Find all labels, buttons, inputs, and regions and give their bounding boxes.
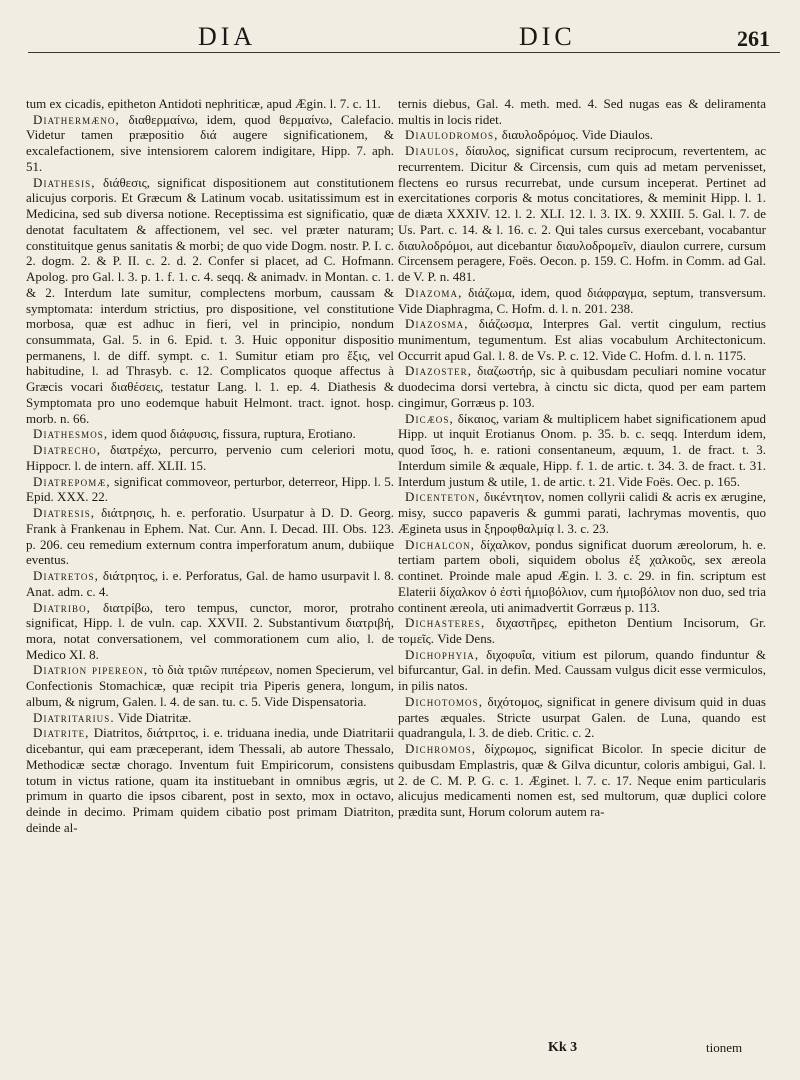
entry-headword: Diatrite,: [33, 725, 90, 741]
dictionary-entry: [398, 615, 766, 646]
entry-text: διχαστῆρες, epitheton Dentium Incisorum, Gr. τομεῖς. Vide Dens.: [398, 615, 766, 646]
entry-text: δίκαιος, variam & multiplicem habet significationem apud Hipp. ut inquit Erotianus Onom. p. 35. b. c. seqq. Interdum idem, quod ἴσος, h. e. rationi consentaneum, æquum, 1. de fract. t. 3. Interdum simile & æquale, Hipp. f. 1. de artic. t. 34. 3. de fract. t. 31. Interdum justum & utile, 1. de artic. t. 21. Vide Foës. Oec. p. 165.: [398, 410, 766, 489]
running-head-left: DIA: [198, 22, 257, 51]
dictionary-entry: [26, 725, 394, 835]
dictionary-entry: [398, 741, 766, 820]
dictionary-entry: [26, 426, 394, 442]
entry-text: διαθερμαίνω, idem, quod θερμαίνω, Calefacio. Videtur tamen præpositio διά augere significationem, & excalefactionem, sive intensiorem calorem indigitare, Hipp. 7. aph. 51.: [26, 111, 395, 174]
entry-text: διάζωσμα, Interpres Gal. vertit cingulum, rectius munimentum, tegumentum. Est alias vocabulum Architectonicum. Occurrit apud Gal. l. 8. de Vs. P. c. 12. Vide C. Hofm. d. l. n. 1175.: [398, 316, 766, 363]
running-head: [0, 22, 800, 72]
entry-text: δίχρωμος, significat Bicolor. In specie dicitur de quibusdam Emplastris, quæ & Gilva dicuntur, coloris ambigui, Gal. l. 2. de C. M. P. G. c. 1. Æginet. l. 7. c. 17. Neque enim particularis alicujus medicamenti nomen est, sed multorum, quæ duplici colore prædita sunt, Horum colorum autem ra-: [398, 741, 766, 820]
left-column: [26, 96, 394, 836]
entry-text: Vide Diatritæ.: [117, 709, 192, 725]
dictionary-entry: [398, 411, 766, 490]
entry-headword: Diatrepomæ,: [33, 473, 111, 489]
entry-text: δίαυλος, significat cursum reciprocum, revertentem, ac recurrentem. Dicitur & Circensis, cum quis ad metam pervenisset, flectens eo rursus recurrebat, unde cursum inceperat. Pertinet ad exercitationes corporis & motus concitatiores, & meminit Hipp. l. 1. de diæta XXXIV. 12. l. 2. XLI. 12. l. 3. IX. 9. XXIII. 5. Gal. l. 7. de Us. Part. c. 14. & l. 16. c. 2. Qui tales cursus exercebant, vocabantur διαυλοδρόμοι, aut dicebantur διαυλοδρομεῖν, diaulon currere, cursum Circensem peragere, Foës. Oecon. p. 159. C. Hofm. in Comm. ad Gal. de V. P. n. 481.: [398, 143, 766, 285]
entry-headword: Diazoma,: [405, 284, 463, 300]
entry-text: tum ex cicadis, epitheton Antidoti nephriticæ, apud Ægin. l. 7. c. 11.: [26, 96, 381, 111]
dictionary-entry: [26, 175, 394, 427]
dictionary-entry: [26, 442, 394, 473]
running-head-right: DIC: [519, 22, 576, 51]
dictionary-entry: [26, 505, 394, 568]
entry-headword: Diazoster,: [405, 363, 473, 379]
entry-text: διαυλοδρόμος. Vide Diaulos.: [501, 127, 654, 143]
entry-text: τὸ διὰ τριῶν πιπέρεων, nomen Specierum, vel Confectionis Stomachicæ, quæ recipit tria Piperis genera, longum, album, & nigrum, Galen. l. 4. de san. tu. c. 5. Vide Dispensatoria.: [26, 662, 395, 709]
entry-headword: Dichotomos,: [405, 693, 484, 709]
entry-headword: Diathesmos,: [33, 426, 109, 442]
entry-headword: Diatrecho,: [33, 442, 102, 458]
dictionary-entry: [398, 96, 766, 127]
entry-headword: Diaulos,: [405, 143, 460, 159]
entry-text: δίχαλκον, pondus significat duorum æreolorum, h. e. tertiam partem oboli, siquidem obolus ἐξ χαλκοῦς, sex æreola continet. Proinde male apud Ægin. l. 3. c. 29. in fin. scriptum est Elaterii δίχαλκον ὁ ἐστὶ ἡμιοβόλιον, cum ἡμιοβόλιον non duo, sed tria continent æreola, uti animadvertit Gorræus p. 113.: [398, 536, 767, 615]
entry-text: διάζωμα, idem, quod διάφραγμα, septum, transversum. Vide Diaphragma, C. Hofm. d. l. n. 201. 238.: [398, 284, 766, 316]
dictionary-entry: [26, 600, 394, 663]
header-rule: [28, 52, 780, 53]
entry-text: Diatritos, διάτριτος, i. e. triduana inedia, unde Diatritarii dicebantur, qui eam præceperant, idem Thessali, ab autore Thessalo, Methodicæ sectæ chorago. Inventum fuit Empiricorum, consistens totum in victus ratione, quam ita instituebant in omnibus ægris, ut primum in quarto die ipsos cibarent, post in sexto, mox in octavo, deinde in decimo. Primam quidem cibatio post primam Diatriton, deinde al-: [26, 725, 395, 835]
entry-headword: Diaulodromos,: [405, 127, 499, 143]
entry-text: διατρίβω, tero tempus, cunctor, moror, protraho significat, Hipp. l. de vuln. cap. XXVII. 2. Substantivum διατριβή, mora, notat conversationem, vel commorationem cum alio, l. de Medico XI. 8.: [26, 599, 394, 662]
dictionary-entry: [26, 96, 394, 112]
dictionary-entry: [26, 710, 394, 726]
entry-text: δικέντητον, nomen collyrii calidi & acris ex ærugine, misy, succo papaveris & gummi parati, lachrymas moventis, quo Ægineta usus in ξηροφθαλμίᾳ l. 3. c. 23.: [398, 489, 767, 536]
entry-text: διάθεσις, significat dispositionem aut constitutionem alicujus corporis. Et Græcum & Latinum vocab. usitatissimum est in Medicina, sed sub diversa notione. Receptissima est significatio, quæ denotat facultatem & affectionem, vel sec. vel præter naturam; constituitque genus sanitatis & morbi; de quo vide Dogm. nostr. P. I. c. 2. dogm. 2. & P. II. c. 2. d. 2. Confer si placet, ad C. Hofmann. Apolog. pro Gal. l. 3. p. 1. f. 1. c. 4. seqq. & animadv. in Montan. c. 1. & 2. Interdum late sumitur, complectens morbum, caussam & symptomata: interdum strictius, pro dispositione, vel constitutione morbosa, quæ est adhuc in fieri, vel in principio, nondum consummata, Gal. 5. in 6. Epid. t. 3. Huic opponitur dispositio permanens, l. de diff. sympt. c. 1. Sumitur etiam pro ἕξις, vel habitudine, l. ad Thrasyb. c. 12. Complicatos quoque affectus à Græcis vocari διαθέσεις, testatur Lang. l. 1. ep. 4. Diathesis & Symptomata pro uno eodemque habuit Helmont. tract. ignot. hosp. morb. n. 66.: [26, 174, 395, 426]
entry-headword: Dicæos,: [405, 410, 454, 426]
dictionary-entry: [398, 647, 766, 694]
entry-headword: Dichromos,: [405, 741, 477, 757]
entry-headword: Diatritarius.: [33, 709, 115, 725]
dictionary-entry: [26, 568, 394, 599]
entry-headword: Dichalcon,: [405, 536, 476, 552]
entry-text: idem quod διάφυσις, fissura, ruptura, Erotiano.: [111, 426, 356, 442]
entry-headword: Diatresis,: [33, 505, 96, 521]
entry-text: διατρέχω, percurro, pervenio cum celeriori motu, Hippocr. l. de intern. aff. XLII. 15.: [26, 442, 394, 473]
dictionary-entry: [398, 694, 766, 741]
entry-headword: Dichophyia,: [405, 646, 480, 662]
dictionary-entry: [398, 489, 766, 536]
dictionary-entry: [398, 363, 766, 410]
entry-text: διχότομος, significat in genere divisum quid in duas partes æquales. Stricte usurpat Galen. de Luna, quando est quadrangula, l. 3. de dieb. Critic. c. 2.: [398, 693, 766, 741]
dictionary-entry: [26, 662, 394, 709]
dictionary-entry: [26, 474, 394, 505]
entry-text: ternis diebus, Gal. 4. meth. med. 4. Sed nugas eas & deliramenta multis in locis ridet.: [398, 96, 766, 127]
entry-headword: Diatretos,: [33, 568, 99, 584]
dictionary-entry: [398, 127, 766, 143]
entry-text: διάτρησις, h. e. perforatio. Usurpatur à D. D. Georg. Frank à Frankenau in Ephem. Nat. Cur. Ann. I. Decad. III. Obs. 123. p. 206. ceu remedium externum contra imperforatum anum, dubiique eventus.: [26, 505, 395, 568]
entry-text: διαζωστήρ, sic à quibusdam peculiari nomine vocatur duodecima dorsi vertebra, à cinctu sic dicta, quod per eam partem cingimur, Gorræus p. 103.: [398, 363, 767, 410]
right-column: [398, 96, 766, 820]
dictionary-entry: [398, 537, 766, 616]
entry-headword: Dichasteres,: [405, 615, 486, 631]
entry-headword: Diathesis,: [33, 174, 96, 190]
entry-headword: Diathermæno,: [33, 111, 120, 127]
entry-text: διχοφυΐα, vitium est pilorum, quando finduntur & bifurcantur, Gal. in defin. Med. Caussam vulgus dicit esse vermiculos, in pilis natos.: [398, 646, 767, 694]
page-number: 261: [737, 26, 770, 51]
catchword: tionem: [706, 1040, 743, 1055]
dictionary-entry: [398, 285, 766, 316]
entry-text: significat commoveor, perturbor, deterreor, Hipp. l. 5. Epid. XXX. 22.: [26, 473, 395, 505]
dictionary-entry: [26, 112, 394, 175]
entry-headword: Diatrion pipereon,: [33, 662, 149, 678]
entry-headword: Diazosma,: [405, 316, 469, 332]
entry-headword: Diatribo,: [33, 599, 92, 615]
dictionary-entry: [398, 143, 766, 285]
dictionary-entry: [398, 316, 766, 363]
entry-headword: Dicenteton,: [405, 489, 481, 505]
entry-text: διάτρητος, i. e. Perforatus, Gal. de hamo usurpavit l. 8. Anat. adm. c. 4.: [26, 568, 394, 599]
signature-mark: Kk 3: [548, 1040, 578, 1055]
